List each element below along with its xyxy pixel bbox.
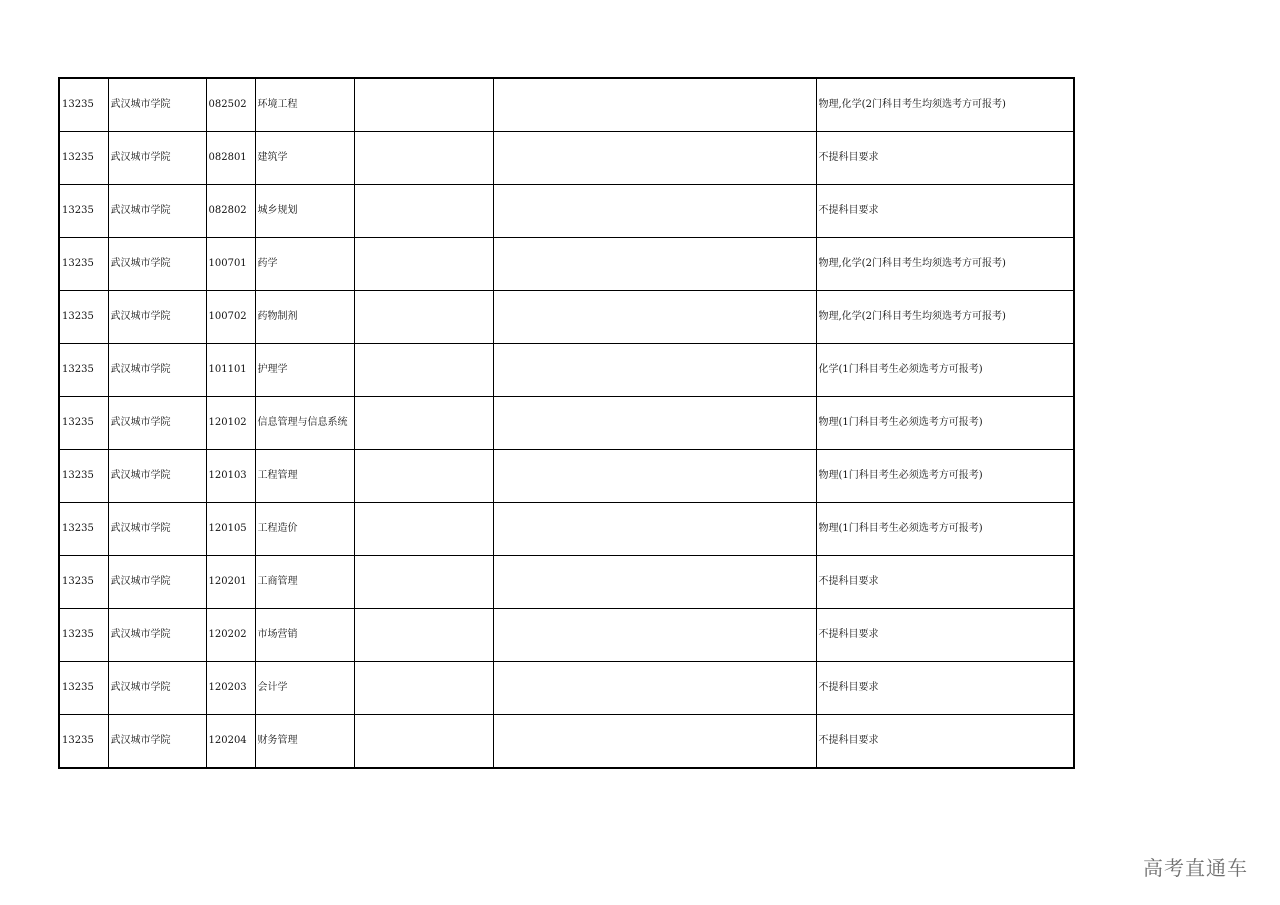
school-name-cell: 武汉城市学院: [108, 238, 206, 291]
major-code-cell: 101101: [206, 344, 255, 397]
table-row: [59, 132, 1074, 185]
table-row: [59, 78, 1074, 132]
major-name-cell: 建筑学: [255, 132, 354, 185]
table-row: [59, 344, 1074, 397]
major-name-cell: 护理学: [255, 344, 354, 397]
blank-cell: [493, 556, 816, 609]
major-name-cell: 药学: [255, 238, 354, 291]
school-name-cell: 武汉城市学院: [108, 291, 206, 344]
subject-requirement-cell: 物理,化学(2门科目考生均须选考方可报考): [816, 238, 1074, 291]
blank-cell: [354, 397, 493, 450]
major-name-cell: 环境工程: [255, 78, 354, 132]
school-name-cell: 武汉城市学院: [108, 556, 206, 609]
major-code-cell: 082502: [206, 78, 255, 132]
blank-cell: [354, 556, 493, 609]
blank-cell: [493, 185, 816, 238]
major-name-cell: 市场营销: [255, 609, 354, 662]
school-code-cell: 13235: [59, 450, 108, 503]
major-name-cell: 财务管理: [255, 715, 354, 769]
blank-cell: [493, 132, 816, 185]
major-name-cell: 工商管理: [255, 556, 354, 609]
subject-requirement-cell: 物理,化学(2门科目考生均须选考方可报考): [816, 78, 1074, 132]
blank-cell: [354, 132, 493, 185]
subject-requirement-cell: 不提科目要求: [816, 132, 1074, 185]
watermark-logo-text: 高考直通车: [1143, 856, 1248, 880]
table-row: [59, 715, 1074, 769]
subject-requirement-cell: 物理(1门科目考生必须选考方可报考): [816, 503, 1074, 556]
school-code-cell: 13235: [59, 556, 108, 609]
blank-cell: [493, 397, 816, 450]
table-row: [59, 238, 1074, 291]
school-name-cell: 武汉城市学院: [108, 503, 206, 556]
blank-cell: [354, 503, 493, 556]
blank-cell: [354, 609, 493, 662]
major-name-cell: 药物制剂: [255, 291, 354, 344]
school-code-cell: 13235: [59, 132, 108, 185]
school-name-cell: 武汉城市学院: [108, 78, 206, 132]
school-code-cell: 13235: [59, 503, 108, 556]
major-code-cell: 120105: [206, 503, 255, 556]
school-code-cell: 13235: [59, 662, 108, 715]
subject-requirement-cell: 不提科目要求: [816, 556, 1074, 609]
major-name-cell: 城乡规划: [255, 185, 354, 238]
major-name-cell: 会计学: [255, 662, 354, 715]
major-code-cell: 120203: [206, 662, 255, 715]
school-name-cell: 武汉城市学院: [108, 450, 206, 503]
major-code-cell: 100702: [206, 291, 255, 344]
table-row: [59, 397, 1074, 450]
blank-cell: [354, 715, 493, 769]
table-row: [59, 662, 1074, 715]
school-code-cell: 13235: [59, 715, 108, 769]
subject-requirement-cell: 不提科目要求: [816, 715, 1074, 769]
major-code-cell: 082802: [206, 185, 255, 238]
major-code-cell: 120102: [206, 397, 255, 450]
school-name-cell: 武汉城市学院: [108, 185, 206, 238]
school-code-cell: 13235: [59, 291, 108, 344]
blank-cell: [493, 450, 816, 503]
blank-cell: [354, 238, 493, 291]
table-row: [59, 185, 1074, 238]
school-code-cell: 13235: [59, 397, 108, 450]
blank-cell: [354, 78, 493, 132]
school-code-cell: 13235: [59, 344, 108, 397]
blank-cell: [493, 238, 816, 291]
major-code-cell: 120204: [206, 715, 255, 769]
school-name-cell: 武汉城市学院: [108, 715, 206, 769]
subject-requirement-cell: 不提科目要求: [816, 609, 1074, 662]
school-name-cell: 武汉城市学院: [108, 397, 206, 450]
subject-requirement-cell: 不提科目要求: [816, 185, 1074, 238]
major-code-cell: 120202: [206, 609, 255, 662]
blank-cell: [354, 662, 493, 715]
subject-requirement-cell: 化学(1门科目考生必须选考方可报考): [816, 344, 1074, 397]
table-row: [59, 609, 1074, 662]
school-name-cell: 武汉城市学院: [108, 609, 206, 662]
blank-cell: [493, 291, 816, 344]
major-code-cell: 120201: [206, 556, 255, 609]
blank-cell: [354, 450, 493, 503]
major-name-cell: 工程造价: [255, 503, 354, 556]
blank-cell: [493, 662, 816, 715]
blank-cell: [354, 344, 493, 397]
blank-cell: [354, 291, 493, 344]
blank-cell: [493, 715, 816, 769]
table-body: [59, 78, 1074, 768]
subject-requirements-table: [58, 77, 1075, 769]
blank-cell: [493, 503, 816, 556]
blank-cell: [493, 609, 816, 662]
blank-cell: [354, 185, 493, 238]
table-row: [59, 291, 1074, 344]
school-code-cell: 13235: [59, 238, 108, 291]
table-row: [59, 503, 1074, 556]
major-code-cell: 120103: [206, 450, 255, 503]
subject-requirement-cell: 物理(1门科目考生必须选考方可报考): [816, 397, 1074, 450]
table-row: [59, 450, 1074, 503]
school-name-cell: 武汉城市学院: [108, 132, 206, 185]
blank-cell: [493, 78, 816, 132]
major-code-cell: 082801: [206, 132, 255, 185]
school-name-cell: 武汉城市学院: [108, 344, 206, 397]
subject-requirement-cell: 不提科目要求: [816, 662, 1074, 715]
school-code-cell: 13235: [59, 609, 108, 662]
subject-requirement-cell: 物理(1门科目考生必须选考方可报考): [816, 450, 1074, 503]
school-code-cell: 13235: [59, 185, 108, 238]
blank-cell: [493, 344, 816, 397]
major-code-cell: 100701: [206, 238, 255, 291]
major-name-cell: 工程管理: [255, 450, 354, 503]
school-code-cell: 13235: [59, 78, 108, 132]
table-row: [59, 556, 1074, 609]
school-name-cell: 武汉城市学院: [108, 662, 206, 715]
major-name-cell: 信息管理与信息系统: [255, 397, 354, 450]
subject-requirement-cell: 物理,化学(2门科目考生均须选考方可报考): [816, 291, 1074, 344]
